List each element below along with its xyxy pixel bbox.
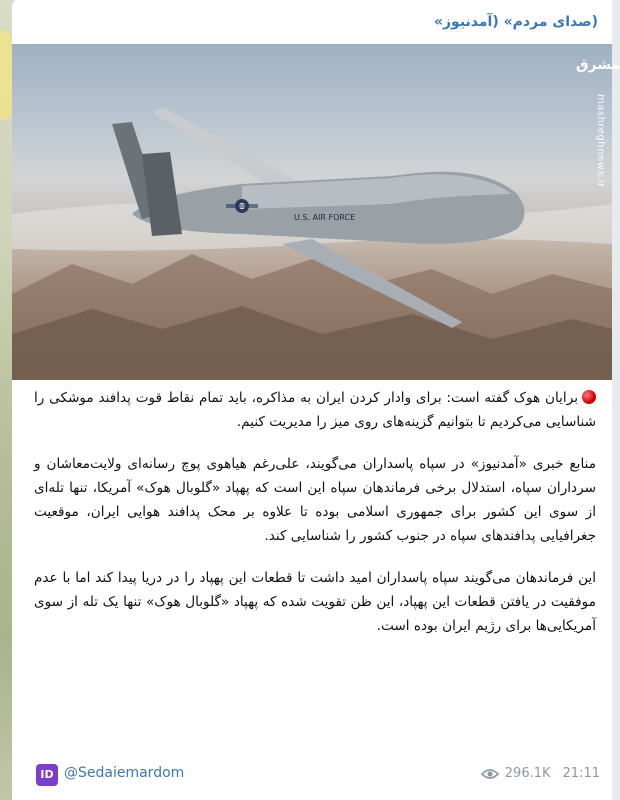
eye-icon — [481, 768, 499, 780]
message-time: 21:11 — [562, 766, 600, 781]
message-footer — [36, 764, 600, 786]
message-card — [12, 0, 620, 800]
watermark-text: mashreghnews.ir — [595, 94, 606, 188]
id-icon: ID — [36, 764, 58, 786]
paragraph-1: برایان هوک گفته است: برای وادار کردن ایران به مذاکره، باید تمام نقاط قوت پدافند موشکی را شناسایی می‌کردیم تا بتوانیم گزینه‌های روی میز را مدیریت کنیم. — [34, 390, 596, 430]
drone-photo[interactable] — [12, 44, 620, 380]
drone-illustration — [12, 44, 620, 380]
channel-handle-link[interactable]: @Sedaiemardom — [64, 765, 185, 781]
paragraph-2: منابع خبری «آمدنیوز» در سپاه پاسداران می‌گویند، علی‌رغم هیاهوی پوچ رسانه‌ای ولایت‌معاشان و سرداران سپاه، استدلال برخی فرماندهان سپاه این است که پهپاد «گلوبال هوک» آمریکا، تنها تله‌ای از سوی این کشور برای جمهوری اسلامی بوده تا علاوه بر محک پدافند هوایی ایران، موقعیت جغرافیایی پدافندهای سپاه در جنوب کشور را شناسایی کند. — [34, 456, 596, 544]
red-circle-icon — [582, 390, 596, 404]
watermark-logo: مشرق — [576, 57, 620, 73]
aircraft-marking: U.S. AIR FORCE — [294, 213, 356, 222]
wallpaper-flower — [0, 30, 12, 120]
paragraph-3: این فرماندهان می‌گویند سپاه پاسداران امید داشت تا قطعات این پهپاد را در دریا پیدا کند اما با عدم موفقیت در یافتن قطعات این پهپاد، این ظن تقویت شده که پهپاد «گلوبال هوک» تنها یک تله از سوی آمریکایی‌ها برای رژیم ایران بوده است. — [34, 570, 596, 634]
message-text — [34, 386, 596, 656]
message-meta — [481, 766, 600, 781]
view-count: 296.1K — [504, 766, 551, 781]
channel-title[interactable]: (صدای مردم» (آمدنیوز» — [433, 14, 598, 30]
